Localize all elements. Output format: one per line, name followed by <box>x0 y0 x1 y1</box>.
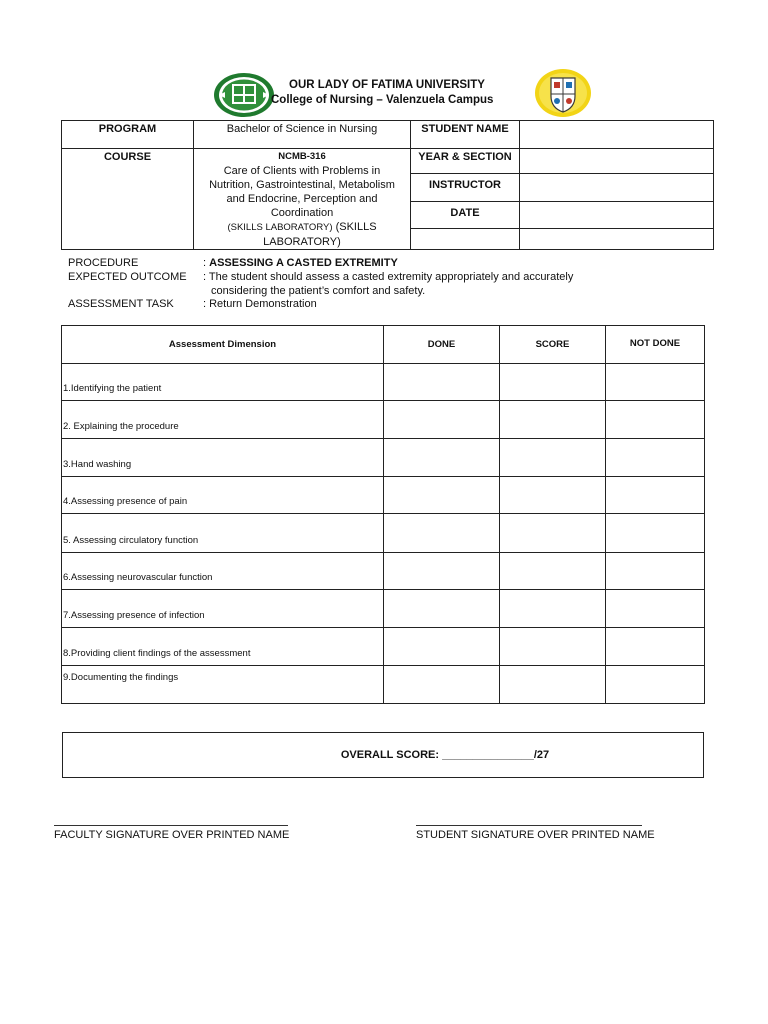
divider <box>411 201 519 202</box>
procedure-value: : ASSESSING A CASTED EXTREMITY <box>203 257 398 269</box>
column-header: DONE <box>384 326 500 364</box>
score-cell[interactable] <box>500 666 606 704</box>
course-code: NCMB-316 <box>278 151 326 162</box>
table-row <box>62 590 705 628</box>
table-row <box>62 514 705 553</box>
column-header: NOT DONE <box>606 326 705 364</box>
student-signature-label: STUDENT SIGNATURE OVER PRINTED NAME <box>416 829 655 841</box>
not-done-cell[interactable] <box>606 439 705 477</box>
column-header: SCORE <box>500 326 606 364</box>
outcome-value-2: considering the patient’s comfort and safety. <box>211 285 426 297</box>
score-cell[interactable] <box>500 628 606 666</box>
college-crest-icon <box>534 68 592 118</box>
university-seal-icon <box>213 72 275 118</box>
table-row <box>62 364 705 401</box>
outcome-value: : The student should assess a casted extremity appropriately and accurately <box>203 271 574 283</box>
student-signature-line[interactable] <box>416 825 642 826</box>
table-row <box>62 401 705 439</box>
divider <box>411 228 519 229</box>
table-row <box>62 477 705 514</box>
dimension-cell: 9.Documenting the findings <box>62 666 384 704</box>
score-cell[interactable] <box>500 514 606 553</box>
divider <box>520 201 713 202</box>
course-info-table <box>61 120 714 250</box>
section-input-cell[interactable] <box>520 149 714 250</box>
procedure-label: PROCEDURE <box>68 257 139 269</box>
student-name-label: STUDENT NAME <box>411 121 520 149</box>
divider <box>520 228 713 229</box>
done-cell[interactable] <box>384 439 500 477</box>
course-value <box>194 149 411 250</box>
table-row <box>62 439 705 477</box>
task-value: : Return Demonstration <box>203 298 317 310</box>
dimension-cell: 5. Assessing circulatory function <box>62 514 384 553</box>
faculty-signature-line[interactable] <box>54 825 288 826</box>
score-cell[interactable] <box>500 364 606 401</box>
dimension-cell: 6.Assessing neurovascular function <box>62 553 384 590</box>
done-cell[interactable] <box>384 590 500 628</box>
course-title: Care of Clients with Problems in Nutrition, Gastrointestinal, Metabolism and Endocrine, Perception and Coordination <box>209 165 395 219</box>
university-heading <box>271 78 514 108</box>
not-done-cell[interactable] <box>606 364 705 401</box>
assessment-table <box>61 325 705 704</box>
task-label: ASSESSMENT TASK <box>68 298 174 310</box>
year-section-label: YEAR & SECTION <box>418 151 512 163</box>
outcome-label: EXPECTED OUTCOME <box>68 271 187 283</box>
section-labels <box>411 149 520 250</box>
done-cell[interactable] <box>384 477 500 514</box>
college-name: College of Nursing – Valenzuela Campus <box>271 94 494 106</box>
table-row <box>62 628 705 666</box>
not-done-cell[interactable] <box>606 553 705 590</box>
dimension-cell: 2. Explaining the procedure <box>62 401 384 439</box>
overall-score-label: OVERALL SCORE: _______________/27 <box>340 749 550 761</box>
done-cell[interactable] <box>384 364 500 401</box>
not-done-cell[interactable] <box>606 666 705 704</box>
score-cell[interactable] <box>500 401 606 439</box>
done-cell[interactable] <box>384 401 500 439</box>
not-done-cell[interactable] <box>606 477 705 514</box>
score-cell[interactable] <box>500 590 606 628</box>
course-label: COURSE <box>62 149 194 250</box>
dimension-cell: 8.Providing client findings of the assessment <box>62 628 384 666</box>
course-lab-note: (SKILLS LABORATORY) (SKILLS LABORATORY) <box>227 221 377 248</box>
date-label: DATE <box>450 207 480 219</box>
student-name-field[interactable] <box>520 121 714 149</box>
score-cell[interactable] <box>500 553 606 590</box>
column-header: Assessment Dimension <box>62 326 384 364</box>
done-cell[interactable] <box>384 514 500 553</box>
not-done-cell[interactable] <box>606 401 705 439</box>
divider <box>520 173 713 174</box>
not-done-cell[interactable] <box>606 628 705 666</box>
table-row <box>62 666 705 704</box>
dimension-cell: 7.Assessing presence of infection <box>62 590 384 628</box>
table-row <box>62 553 705 590</box>
university-name: OUR LADY OF FATIMA UNIVERSITY <box>289 79 485 91</box>
done-cell[interactable] <box>384 666 500 704</box>
score-cell[interactable] <box>500 439 606 477</box>
done-cell[interactable] <box>384 553 500 590</box>
dimension-cell: 4.Assessing presence of pain <box>62 477 384 514</box>
program-value: Bachelor of Science in Nursing <box>194 121 411 149</box>
done-cell[interactable] <box>384 628 500 666</box>
score-cell[interactable] <box>500 477 606 514</box>
overall-score-box <box>62 732 704 778</box>
dimension-cell: 1.Identifying the patient <box>62 364 384 401</box>
not-done-cell[interactable] <box>606 590 705 628</box>
divider <box>411 173 519 174</box>
instructor-label: INSTRUCTOR <box>429 179 501 191</box>
dimension-cell: 3.Hand washing <box>62 439 384 477</box>
not-done-cell[interactable] <box>606 514 705 553</box>
faculty-signature-label: FACULTY SIGNATURE OVER PRINTED NAME <box>54 829 290 841</box>
program-label: PROGRAM <box>62 121 194 149</box>
